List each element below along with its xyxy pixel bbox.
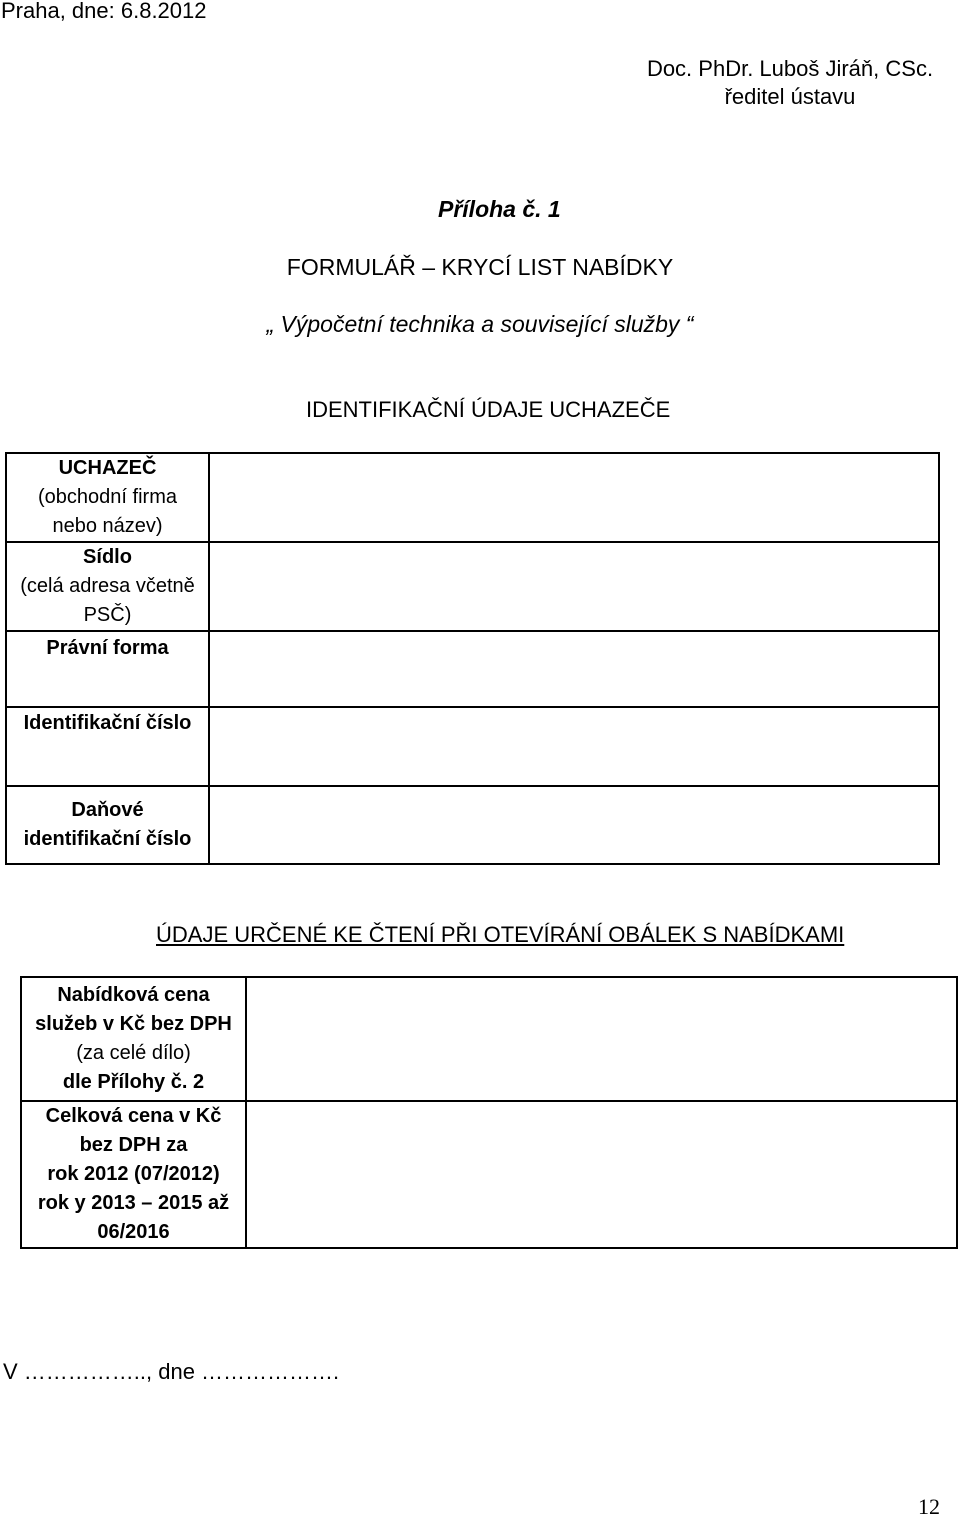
seat-note-2: PSČ) [83,604,132,626]
offer-line-4: dle Přílohy č. 2 [62,1071,205,1093]
table-row [21,1101,957,1248]
legal-form-label [6,631,209,707]
tax-id-value-cell[interactable] [209,786,939,864]
applicant-note-1: (obchodní firma [38,486,177,508]
opening-heading: ÚDAJE URČENÉ KE ČTENÍ PŘI OTEVÍRÁNÍ OBÁLEK S NABÍDKAMI [156,922,845,947]
total-line-2: bez DPH za [79,1134,188,1156]
table-row [6,453,939,542]
total-price-label [21,1101,246,1248]
applicant-value-cell[interactable] [209,453,939,542]
id-number-label [6,707,209,786]
applicant-title: UCHAZEČ [58,457,157,479]
annex-label: Příloha č. 1 [438,196,561,222]
id-number-value-cell[interactable] [209,707,939,786]
offer-line-2: služeb v Kč bez DPH [35,1013,232,1035]
tender-subject: „ Výpočetní technika a související služby “ [266,311,694,337]
opening-table [20,976,958,1249]
signatory-role: ředitel ústavu [724,84,856,109]
total-line-1: Celková cena v Kč [45,1105,222,1127]
total-line-4: rok y 2013 – 2015 až [37,1192,230,1214]
applicant-note-2: nebo název) [52,515,163,537]
seat-note-1: (celá adresa včetně [20,575,195,597]
tax-id-label [6,786,209,864]
table-row [6,631,939,707]
total-price-value-cell[interactable] [246,1101,957,1248]
identification-heading: IDENTIFIKAČNÍ ÚDAJE UCHAZEČE [306,397,671,422]
place-date-line: V …………….., dne ………………. [3,1359,340,1384]
id-number-text: Identifikační číslo [23,712,192,734]
legal-form-value-cell[interactable] [209,631,939,707]
table-row [21,977,957,1101]
offer-price-value-cell[interactable] [246,977,957,1101]
legal-form-text: Právní forma [46,637,169,659]
document-date: Praha, dne: 6.8.2012 [1,0,207,23]
table-row [6,542,939,631]
seat-value-cell[interactable] [209,542,939,631]
table-row [6,786,939,864]
offer-price-label [21,977,246,1101]
table-row [6,707,939,786]
offer-line-3: (za celé dílo) [76,1042,191,1064]
seat-label [6,542,209,631]
form-title: FORMULÁŘ – KRYCÍ LIST NABÍDKY [286,254,674,280]
page-number: 12 [918,1494,940,1519]
total-line-5: 06/2016 [97,1221,170,1243]
total-line-3: rok 2012 (07/2012) [47,1163,220,1185]
identification-table [5,452,940,865]
signatory-name: Doc. PhDr. Luboš Jiráň, CSc. [646,56,934,81]
applicant-label [6,453,209,542]
tax-id-line-2: identifikační číslo [23,828,192,850]
tax-id-line-1: Daňové [71,799,144,821]
seat-title: Sídlo [83,546,132,568]
offer-line-1: Nabídková cena [57,984,210,1006]
